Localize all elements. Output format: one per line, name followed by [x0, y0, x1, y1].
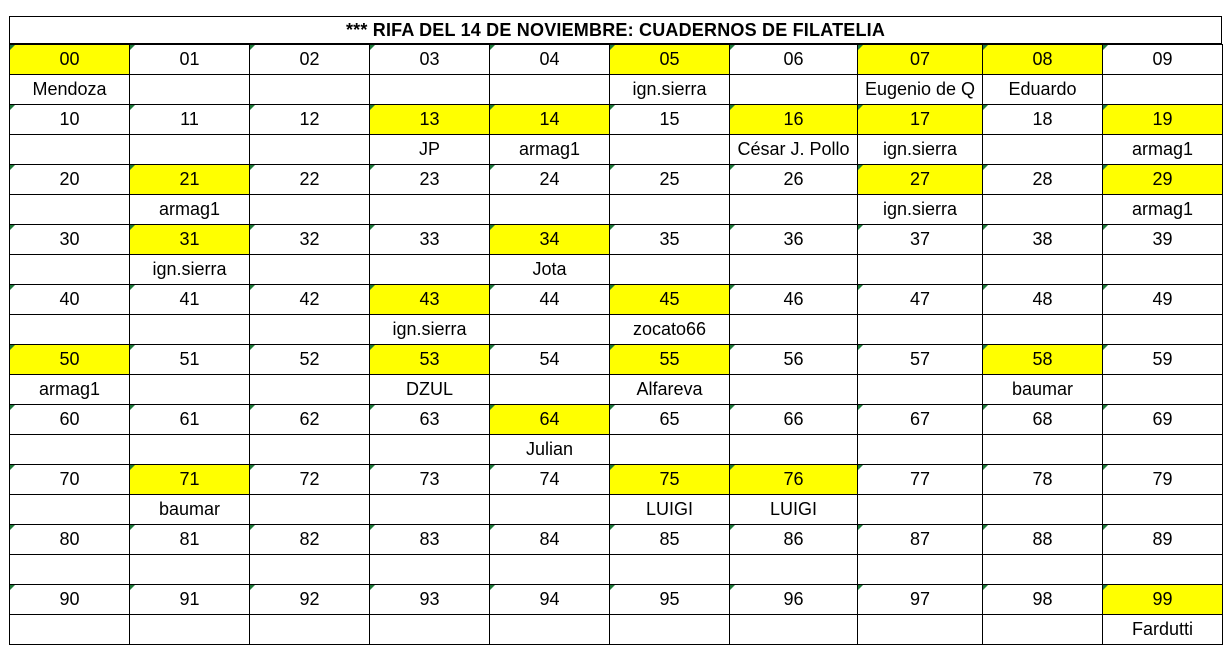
number-cell[interactable]: 34 — [490, 225, 610, 255]
number-cell[interactable]: 67 — [858, 405, 983, 435]
participant-name-cell[interactable]: armag1 — [1103, 195, 1223, 225]
number-cell[interactable]: 53 — [370, 345, 490, 375]
number-cell[interactable]: 52 — [250, 345, 370, 375]
number-cell[interactable]: 10 — [10, 105, 130, 135]
name-row — [10, 255, 1223, 285]
participant-name-cell[interactable] — [10, 555, 130, 585]
participant-name-cell[interactable] — [250, 195, 370, 225]
participant-name-cell[interactable] — [130, 315, 250, 345]
participant-name-cell[interactable] — [1103, 435, 1223, 465]
number-cell[interactable]: 55 — [610, 345, 730, 375]
participant-name-cell[interactable] — [610, 135, 730, 165]
participant-name-cell[interactable] — [858, 315, 983, 345]
participant-name-cell[interactable] — [10, 135, 130, 165]
participant-name-cell[interactable] — [130, 75, 250, 105]
number-cell[interactable]: 50 — [10, 345, 130, 375]
participant-name-cell[interactable]: Julian — [490, 435, 610, 465]
number-cell[interactable]: 71 — [130, 465, 250, 495]
participant-name-cell[interactable] — [983, 315, 1103, 345]
number-row — [10, 285, 1223, 315]
name-row — [10, 195, 1223, 225]
number-cell[interactable]: 68 — [983, 405, 1103, 435]
participant-name-cell[interactable] — [983, 195, 1103, 225]
number-cell[interactable]: 44 — [490, 285, 610, 315]
number-cell[interactable]: 35 — [610, 225, 730, 255]
participant-name-cell[interactable] — [1103, 255, 1223, 285]
number-row — [10, 525, 1223, 555]
participant-name-cell[interactable]: LUIGI — [730, 495, 858, 525]
number-cell[interactable]: 33 — [370, 225, 490, 255]
number-cell[interactable]: 87 — [858, 525, 983, 555]
number-cell[interactable]: 95 — [610, 585, 730, 615]
number-cell[interactable]: 79 — [1103, 465, 1223, 495]
number-cell[interactable]: 63 — [370, 405, 490, 435]
name-row — [10, 615, 1223, 645]
participant-name-cell[interactable] — [250, 555, 370, 585]
number-cell[interactable]: 86 — [730, 525, 858, 555]
number-cell[interactable]: 70 — [10, 465, 130, 495]
participant-name-cell[interactable] — [983, 555, 1103, 585]
participant-name-cell[interactable] — [250, 135, 370, 165]
participant-name-cell[interactable]: armag1 — [130, 195, 250, 225]
participant-name-cell[interactable]: armag1 — [1103, 135, 1223, 165]
number-cell[interactable]: 27 — [858, 165, 983, 195]
number-cell[interactable]: 92 — [250, 585, 370, 615]
participant-name-cell[interactable]: baumar — [983, 375, 1103, 405]
participant-name-cell[interactable] — [250, 435, 370, 465]
participant-name-cell[interactable] — [250, 75, 370, 105]
participant-name-cell[interactable] — [858, 555, 983, 585]
participant-name-cell[interactable] — [730, 315, 858, 345]
number-cell[interactable]: 62 — [250, 405, 370, 435]
number-cell[interactable]: 00 — [10, 45, 130, 75]
number-cell[interactable]: 46 — [730, 285, 858, 315]
participant-name-cell[interactable] — [858, 255, 983, 285]
participant-name-cell[interactable] — [490, 75, 610, 105]
participant-name-cell[interactable] — [370, 75, 490, 105]
number-row — [10, 465, 1223, 495]
participant-name-cell[interactable] — [10, 435, 130, 465]
participant-name-cell[interactable]: armag1 — [490, 135, 610, 165]
number-cell[interactable]: 48 — [983, 285, 1103, 315]
participant-name-cell[interactable] — [130, 375, 250, 405]
participant-name-cell[interactable]: Alfareva — [610, 375, 730, 405]
number-cell[interactable]: 03 — [370, 45, 490, 75]
participant-name-cell[interactable] — [610, 435, 730, 465]
number-cell[interactable]: 26 — [730, 165, 858, 195]
participant-name-cell[interactable] — [858, 375, 983, 405]
number-cell[interactable]: 30 — [10, 225, 130, 255]
number-cell[interactable]: 59 — [1103, 345, 1223, 375]
number-cell[interactable]: 88 — [983, 525, 1103, 555]
participant-name-cell[interactable] — [730, 435, 858, 465]
participant-name-cell[interactable] — [250, 315, 370, 345]
participant-name-cell[interactable] — [730, 195, 858, 225]
number-cell[interactable]: 08 — [983, 45, 1103, 75]
participant-name-cell[interactable] — [490, 495, 610, 525]
participant-name-cell[interactable] — [370, 495, 490, 525]
participant-name-cell[interactable] — [730, 255, 858, 285]
number-cell[interactable]: 77 — [858, 465, 983, 495]
number-cell[interactable]: 61 — [130, 405, 250, 435]
number-cell[interactable]: 11 — [130, 105, 250, 135]
participant-name-cell[interactable]: DZUL — [370, 375, 490, 405]
number-row — [10, 165, 1223, 195]
participant-name-cell[interactable] — [250, 375, 370, 405]
number-cell[interactable]: 17 — [858, 105, 983, 135]
number-cell[interactable]: 19 — [1103, 105, 1223, 135]
participant-name-cell[interactable]: ign.sierra — [858, 195, 983, 225]
participant-name-cell[interactable]: ign.sierra — [858, 135, 983, 165]
participant-name-cell[interactable] — [130, 555, 250, 585]
participant-name-cell[interactable]: ign.sierra — [610, 75, 730, 105]
number-cell[interactable]: 89 — [1103, 525, 1223, 555]
number-cell[interactable]: 13 — [370, 105, 490, 135]
participant-name-cell[interactable] — [10, 315, 130, 345]
name-row — [10, 375, 1223, 405]
number-cell[interactable]: 57 — [858, 345, 983, 375]
number-cell[interactable]: 15 — [610, 105, 730, 135]
number-cell[interactable]: 75 — [610, 465, 730, 495]
number-cell[interactable]: 39 — [1103, 225, 1223, 255]
participant-name-cell[interactable]: Eugenio de Q — [858, 75, 983, 105]
number-cell[interactable]: 99 — [1103, 585, 1223, 615]
number-cell[interactable]: 42 — [250, 285, 370, 315]
participant-name-cell[interactable] — [1103, 315, 1223, 345]
name-row — [10, 555, 1223, 585]
raffle-grid — [9, 44, 1223, 645]
participant-name-cell[interactable]: ign.sierra — [130, 255, 250, 285]
number-cell[interactable]: 07 — [858, 45, 983, 75]
number-cell[interactable]: 45 — [610, 285, 730, 315]
participant-name-cell[interactable] — [858, 435, 983, 465]
participant-name-cell[interactable] — [490, 555, 610, 585]
number-cell[interactable]: 91 — [130, 585, 250, 615]
number-cell[interactable]: 12 — [250, 105, 370, 135]
number-cell[interactable]: 60 — [10, 405, 130, 435]
participant-name-cell[interactable] — [610, 615, 730, 645]
participant-name-cell[interactable] — [983, 495, 1103, 525]
number-row — [10, 105, 1223, 135]
participant-name-cell[interactable] — [370, 255, 490, 285]
number-cell[interactable]: 97 — [858, 585, 983, 615]
participant-name-cell[interactable] — [490, 195, 610, 225]
number-cell[interactable]: 20 — [10, 165, 130, 195]
name-row — [10, 315, 1223, 345]
participant-name-cell[interactable] — [1103, 375, 1223, 405]
number-cell[interactable]: 49 — [1103, 285, 1223, 315]
number-cell[interactable]: 98 — [983, 585, 1103, 615]
number-cell[interactable]: 47 — [858, 285, 983, 315]
participant-name-cell[interactable] — [370, 615, 490, 645]
number-row — [10, 405, 1223, 435]
participant-name-cell[interactable] — [130, 615, 250, 645]
number-cell[interactable]: 40 — [10, 285, 130, 315]
number-cell[interactable]: 56 — [730, 345, 858, 375]
number-cell[interactable]: 51 — [130, 345, 250, 375]
number-cell[interactable]: 43 — [370, 285, 490, 315]
participant-name-cell[interactable] — [858, 615, 983, 645]
number-cell[interactable]: 65 — [610, 405, 730, 435]
participant-name-cell[interactable] — [250, 255, 370, 285]
number-cell[interactable]: 18 — [983, 105, 1103, 135]
participant-name-cell[interactable]: zocato66 — [610, 315, 730, 345]
number-cell[interactable]: 54 — [490, 345, 610, 375]
number-cell[interactable]: 78 — [983, 465, 1103, 495]
participant-name-cell[interactable]: Mendoza — [10, 75, 130, 105]
number-cell[interactable]: 22 — [250, 165, 370, 195]
number-cell[interactable]: 94 — [490, 585, 610, 615]
number-cell[interactable]: 37 — [858, 225, 983, 255]
number-cell[interactable]: 82 — [250, 525, 370, 555]
number-cell[interactable]: 84 — [490, 525, 610, 555]
sheet-title[interactable]: *** RIFA DEL 14 DE NOVIEMBRE: CUADERNOS DE FILATELIA — [9, 16, 1222, 44]
participant-name-cell[interactable] — [1103, 555, 1223, 585]
participant-name-cell[interactable] — [610, 255, 730, 285]
number-cell[interactable]: 05 — [610, 45, 730, 75]
number-cell[interactable]: 96 — [730, 585, 858, 615]
participant-name-cell[interactable] — [730, 555, 858, 585]
participant-name-cell[interactable] — [490, 375, 610, 405]
number-cell[interactable]: 31 — [130, 225, 250, 255]
number-cell[interactable]: 74 — [490, 465, 610, 495]
number-cell[interactable]: 64 — [490, 405, 610, 435]
participant-name-cell[interactable] — [10, 255, 130, 285]
number-cell[interactable]: 32 — [250, 225, 370, 255]
number-cell[interactable]: 29 — [1103, 165, 1223, 195]
participant-name-cell[interactable] — [370, 555, 490, 585]
participant-name-cell[interactable] — [490, 615, 610, 645]
participant-name-cell[interactable] — [983, 615, 1103, 645]
number-cell[interactable]: 80 — [10, 525, 130, 555]
participant-name-cell[interactable] — [1103, 75, 1223, 105]
participant-name-cell[interactable] — [490, 315, 610, 345]
name-row — [10, 495, 1223, 525]
number-cell[interactable]: 66 — [730, 405, 858, 435]
number-cell[interactable]: 36 — [730, 225, 858, 255]
participant-name-cell[interactable]: ign.sierra — [370, 315, 490, 345]
number-cell[interactable]: 23 — [370, 165, 490, 195]
number-cell[interactable]: 73 — [370, 465, 490, 495]
number-row — [10, 225, 1223, 255]
participant-name-cell[interactable]: JP — [370, 135, 490, 165]
participant-name-cell[interactable] — [1103, 495, 1223, 525]
participant-name-cell[interactable] — [610, 555, 730, 585]
number-cell[interactable]: 02 — [250, 45, 370, 75]
number-row — [10, 345, 1223, 375]
number-cell[interactable]: 14 — [490, 105, 610, 135]
number-cell[interactable]: 72 — [250, 465, 370, 495]
number-cell[interactable]: 83 — [370, 525, 490, 555]
participant-name-cell[interactable] — [610, 195, 730, 225]
participant-name-cell[interactable] — [730, 75, 858, 105]
participant-name-cell[interactable]: César J. Pollo — [730, 135, 858, 165]
number-cell[interactable]: 28 — [983, 165, 1103, 195]
number-cell[interactable]: 93 — [370, 585, 490, 615]
number-cell[interactable]: 21 — [130, 165, 250, 195]
participant-name-cell[interactable] — [370, 435, 490, 465]
number-cell[interactable]: 85 — [610, 525, 730, 555]
participant-name-cell[interactable]: LUIGI — [610, 495, 730, 525]
name-row — [10, 435, 1223, 465]
participant-name-cell[interactable] — [10, 615, 130, 645]
participant-name-cell[interactable] — [730, 375, 858, 405]
participant-name-cell[interactable]: Fardutti — [1103, 615, 1223, 645]
number-cell[interactable]: 06 — [730, 45, 858, 75]
number-cell[interactable]: 81 — [130, 525, 250, 555]
participant-name-cell[interactable]: Jota — [490, 255, 610, 285]
participant-name-cell[interactable] — [10, 495, 130, 525]
number-cell[interactable]: 04 — [490, 45, 610, 75]
number-cell[interactable]: 41 — [130, 285, 250, 315]
participant-name-cell[interactable] — [250, 495, 370, 525]
name-row — [10, 75, 1223, 105]
number-row — [10, 45, 1223, 75]
number-row — [10, 585, 1223, 615]
participant-name-cell[interactable]: baumar — [130, 495, 250, 525]
participant-name-cell[interactable] — [983, 255, 1103, 285]
number-cell[interactable]: 01 — [130, 45, 250, 75]
participant-name-cell[interactable] — [983, 435, 1103, 465]
number-cell[interactable]: 76 — [730, 465, 858, 495]
number-cell[interactable]: 24 — [490, 165, 610, 195]
raffle-sheet — [9, 16, 1222, 645]
number-cell[interactable]: 58 — [983, 345, 1103, 375]
participant-name-cell[interactable] — [730, 615, 858, 645]
participant-name-cell[interactable] — [10, 195, 130, 225]
participant-name-cell[interactable] — [130, 435, 250, 465]
participant-name-cell[interactable] — [250, 615, 370, 645]
participant-name-cell[interactable] — [130, 135, 250, 165]
number-cell[interactable]: 38 — [983, 225, 1103, 255]
number-cell[interactable]: 90 — [10, 585, 130, 615]
number-cell[interactable]: 25 — [610, 165, 730, 195]
participant-name-cell[interactable] — [370, 195, 490, 225]
participant-name-cell[interactable] — [983, 135, 1103, 165]
participant-name-cell[interactable] — [858, 495, 983, 525]
number-cell[interactable]: 69 — [1103, 405, 1223, 435]
participant-name-cell[interactable]: Eduardo — [983, 75, 1103, 105]
name-row — [10, 135, 1223, 165]
number-cell[interactable]: 09 — [1103, 45, 1223, 75]
number-cell[interactable]: 16 — [730, 105, 858, 135]
participant-name-cell[interactable]: armag1 — [10, 375, 130, 405]
